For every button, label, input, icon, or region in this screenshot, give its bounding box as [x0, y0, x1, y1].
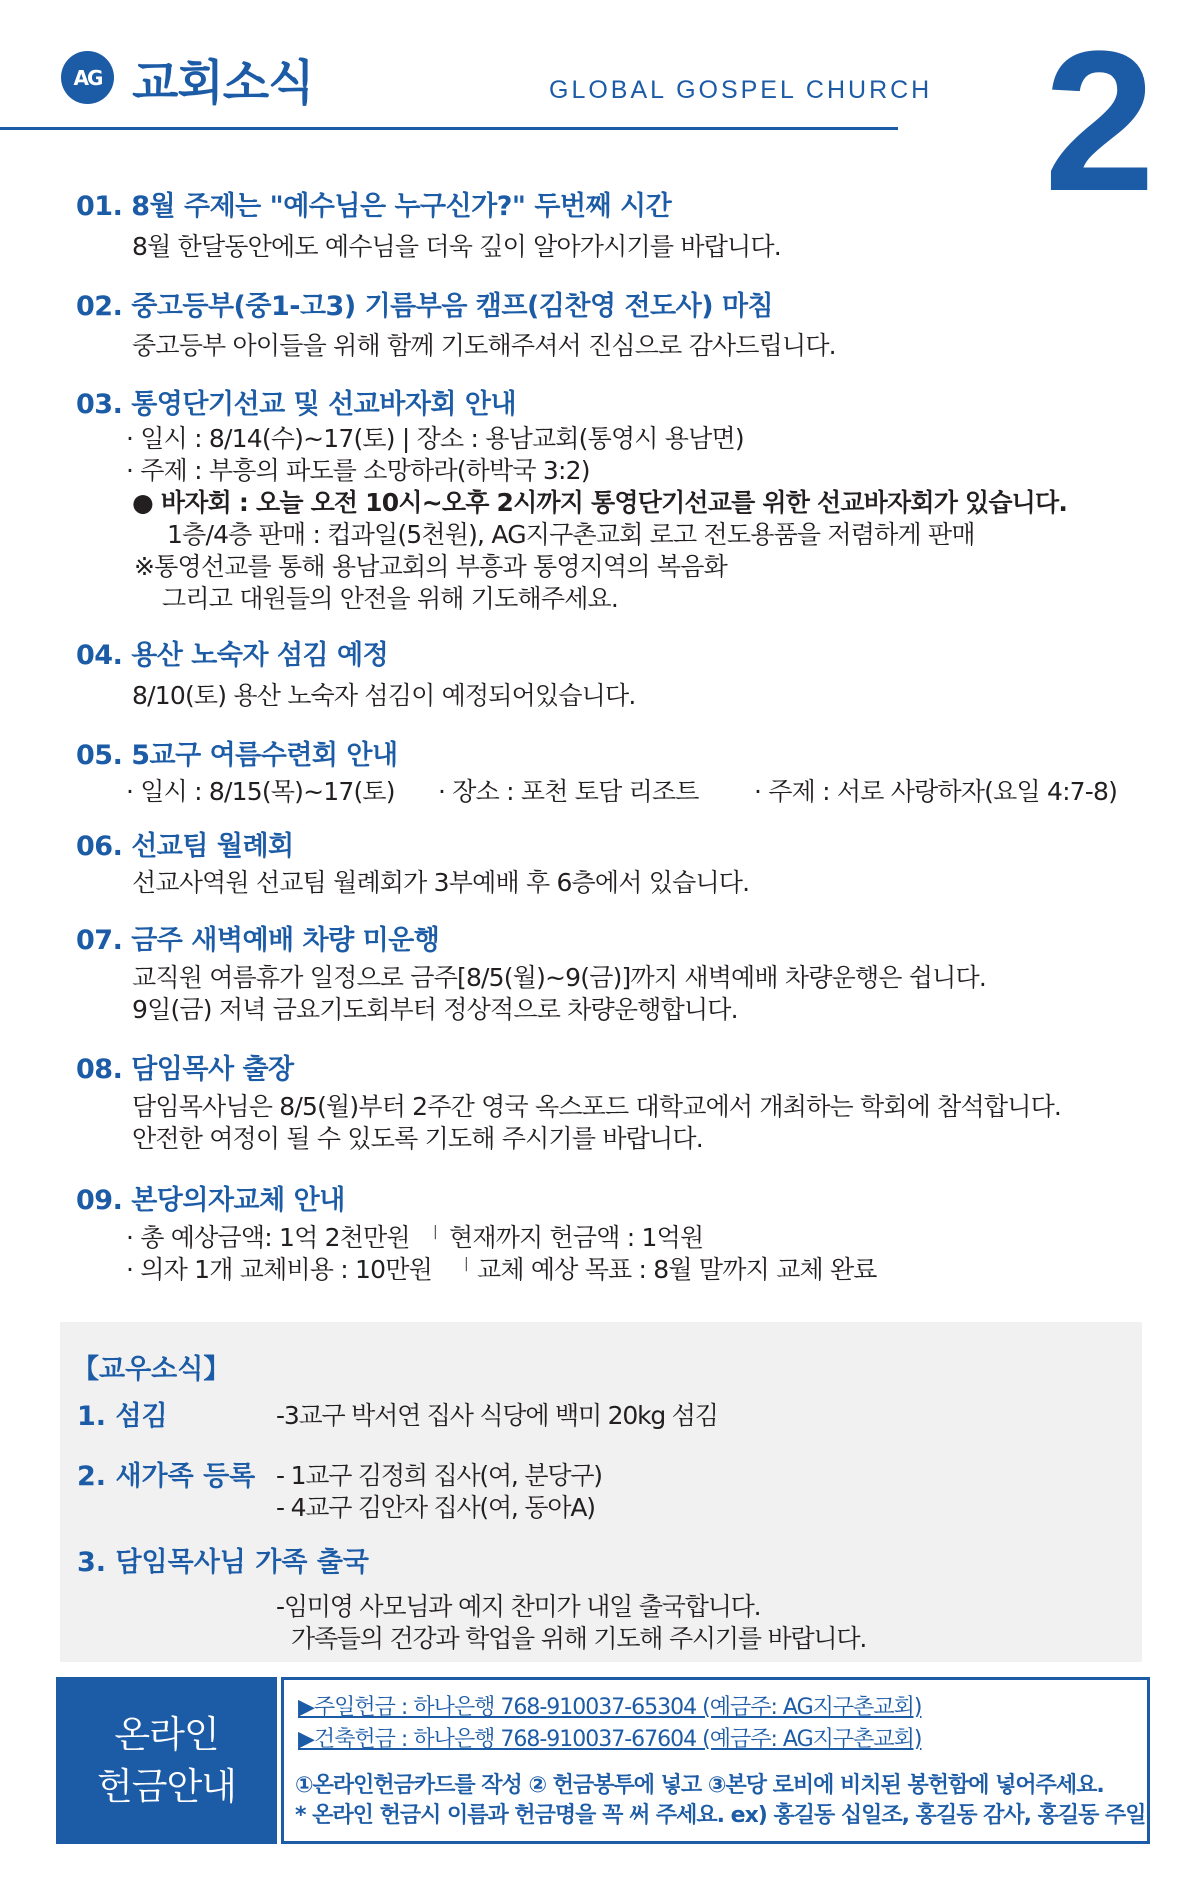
- news-item-text: · 일시 : 8/15(목)~17(토): [126, 777, 395, 806]
- news-item-text: · 의자 1개 교체비용 : 10만원: [126, 1255, 432, 1284]
- offering-note: * 온라인 헌금시 이름과 헌금명을 꼭 써 주세요. ex) 홍길동 십일조, 홍길동 감사, 홍길동 주일: [295, 1803, 1146, 1828]
- news-item-text: 담임목사님은 8/5(월)부터 2주간 영국 옥스포드 대학교에서 개최하는 학회에 참석합니다.: [132, 1092, 1062, 1121]
- news-item-text: · 장소 : 포천 토담 리조트: [438, 777, 699, 806]
- members-news-title: 2. 새가족 등록: [77, 1461, 256, 1492]
- news-item-text: 교직원 여름휴가 일정으로 금주[8/5(월)~9(금)]까지 새벽예배 차량운행은 쉽니다.: [132, 963, 986, 992]
- news-item-title: 07. 금주 새벽예배 차량 미운행: [76, 925, 440, 956]
- members-news-heading: 【교우소식】: [72, 1354, 231, 1385]
- news-item-text: 8월 한달동안에도 예수님을 더욱 깊이 알아가시기를 바랍니다.: [132, 232, 781, 261]
- news-item-title: 03. 통영단기선교 및 선교바자회 안내: [76, 389, 517, 420]
- separator: |: [433, 1224, 437, 1240]
- news-item-text: 중고등부 아이들을 위해 함께 기도해주셔서 진심으로 감사드립니다.: [132, 331, 836, 360]
- members-news-text: 가족들의 건강과 학업을 위해 기도해 주시기를 바랍니다.: [291, 1624, 867, 1653]
- news-item-title: 01. 8월 주제는 "예수님은 누구신가?" 두번째 시간: [76, 191, 672, 222]
- news-item-text: 안전한 여정이 될 수 있도록 기도해 주시기를 바랍니다.: [132, 1124, 703, 1153]
- news-item-title: 04. 용산 노숙자 섬김 예정: [76, 640, 389, 671]
- members-news-text: - 1교구 김정희 집사(여, 분당구): [276, 1461, 602, 1490]
- news-item-text: ※통영선교를 통해 용남교회의 부흥과 통영지역의 복음화: [134, 552, 727, 581]
- members-news-text: -3교구 박서연 집사 식당에 백미 20kg 섬김: [276, 1401, 718, 1430]
- online-offering-label-line1: 온라인: [114, 1712, 219, 1756]
- separator: |: [464, 1256, 468, 1272]
- news-item-text: 8/10(토) 용산 노숙자 섬김이 예정되어있습니다.: [132, 681, 636, 710]
- news-item-text: 1층/4층 판매 : 컵과일(5천원), AG지구촌교회 로고 전도용품을 저렴하게 판매: [167, 520, 975, 549]
- news-item-text: 교체 예상 목표 : 8월 말까지 교체 완료: [477, 1255, 877, 1284]
- online-offering-label-line2: 헌금안내: [97, 1764, 236, 1808]
- news-item-text: 선교사역원 선교팀 월례회가 3부예배 후 6층에서 있습니다.: [132, 868, 750, 897]
- news-item-text: 현재까지 헌금액 : 1억원: [449, 1223, 704, 1252]
- news-item-text: · 주제 : 서로 사랑하자(요일 4:7-8): [754, 777, 1118, 806]
- online-offering-label: [56, 1677, 277, 1844]
- members-news-title: 1. 섬김: [77, 1401, 168, 1432]
- news-item-title: 08. 담임목사 출장: [76, 1054, 294, 1085]
- news-item-text: · 일시 : 8/14(수)~17(토) | 장소 : 용남교회(통영시 용남면): [126, 424, 744, 453]
- news-item-text: 그리고 대원들의 안전을 위해 기도해주세요.: [162, 584, 619, 613]
- page-number: 2: [1044, 10, 1156, 233]
- news-item-text: · 주제 : 부흥의 파도를 소망하라(하박국 3:2): [126, 456, 590, 485]
- news-item-title: 06. 선교팀 월례회: [76, 831, 294, 862]
- church-name: GLOBAL GOSPEL CHURCH: [549, 76, 933, 104]
- news-item-text: 9일(금) 저녁 금요기도회부터 정상적으로 차량운행합니다.: [132, 995, 738, 1024]
- news-item-title: 09. 본당의자교체 안내: [76, 1185, 345, 1216]
- church-logo: AG: [61, 51, 114, 104]
- news-item-title: 05. 5교구 여름수련회 안내: [76, 740, 398, 771]
- header-divider: [0, 127, 898, 130]
- account-link-sunday[interactable]: ▶주일헌금 : 하나은행 768-910037-65304 (예금주: AG지구촌교회): [298, 1695, 922, 1720]
- account-link-building[interactable]: ▶건축헌금 : 하나은행 768-910037-67604 (예금주: AG지구촌교회): [298, 1727, 922, 1752]
- online-offering-info: [281, 1677, 1150, 1844]
- offering-steps: ①온라인헌금카드를 작성 ② 헌금봉투에 넣고 ③본당 로비에 비치된 봉헌함에 넣어주세요.: [295, 1773, 1104, 1798]
- page-title: 교회소식: [132, 55, 314, 111]
- bazaar-notice: ● 바자회 : 오늘 오전 10시~오후 2시까지 통영단기선교를 위한 선교바자회가 있습니다.: [132, 488, 1068, 517]
- members-news-text: - 4교구 김안자 집사(여, 동아A): [276, 1493, 595, 1522]
- news-item-text: · 총 예상금액: 1억 2천만원: [126, 1223, 410, 1252]
- news-item-title: 02. 중고등부(중1-고3) 기름부음 캠프(김찬영 전도사) 마침: [76, 291, 774, 322]
- members-news-title: 3. 담임목사님 가족 출국: [77, 1547, 369, 1578]
- members-news-text: -임미영 사모님과 예지 찬미가 내일 출국합니다.: [276, 1592, 761, 1621]
